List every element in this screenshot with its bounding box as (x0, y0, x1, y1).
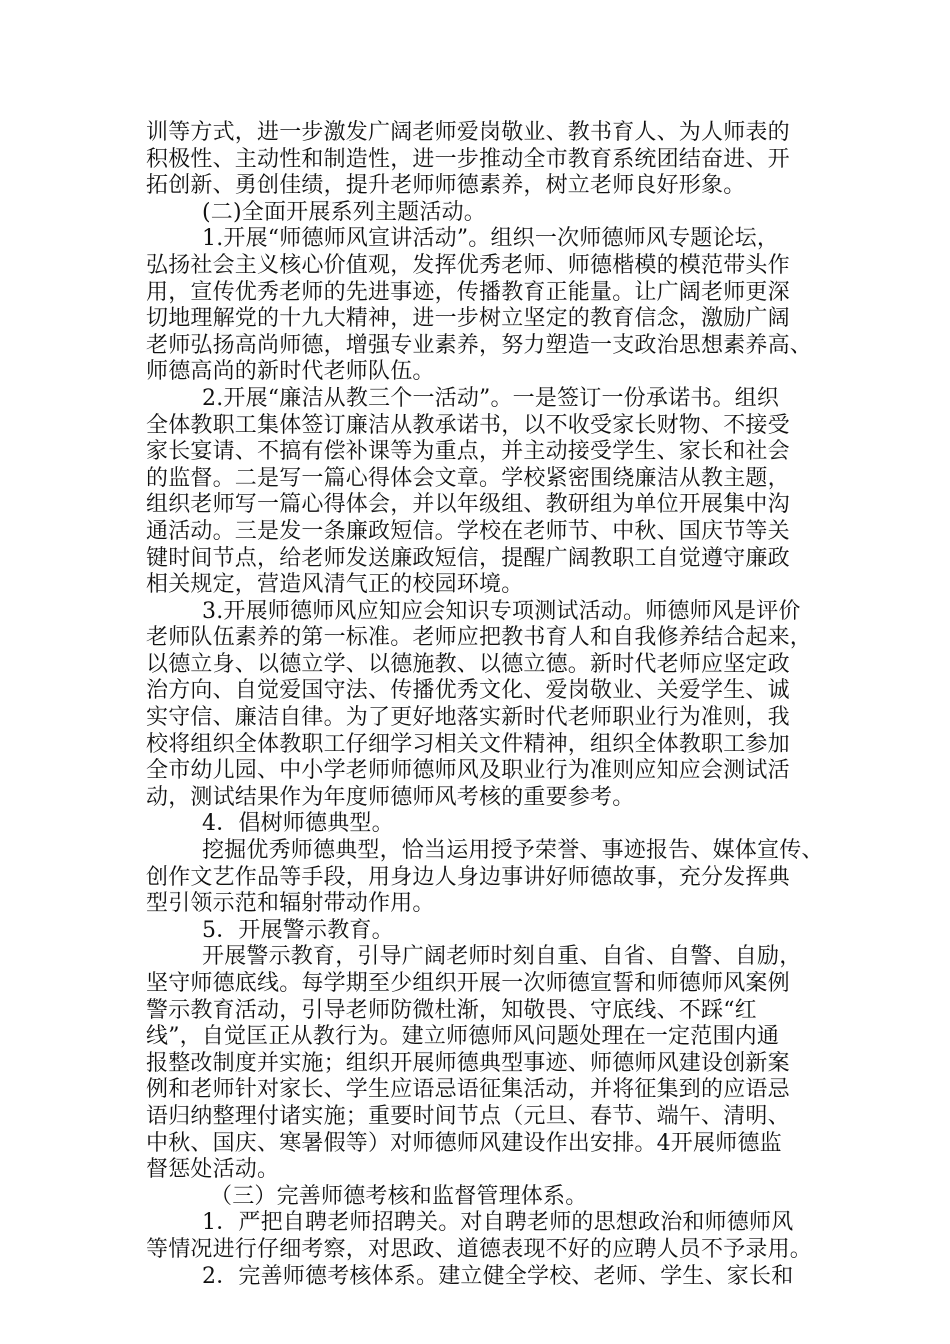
text-line: 弘扬社会主义核心价值观，发挥优秀老师、师德楷模的模范带头作 (146, 252, 790, 278)
text-line: 积极性、主动性和制造性，进一步推动全市教育系统团结奋进、开 (146, 146, 790, 172)
text-line: 家长宴请、不搞有偿补课等为重点，并主动接受学生、家长和社会 (146, 439, 790, 465)
text-line: 的监督。二是写一篇心得体会文章。学校紧密围绕廉洁从教主题， (146, 465, 790, 491)
text-line: 线”，自觉匡正从教行为。建立师德师风问题处理在一定范围内通 (146, 1024, 780, 1050)
text-line: 用，宣传优秀老师的先进事迹，传播教育正能量。让广阔老师更深 (146, 279, 790, 305)
text-line: 校将组织全体教职工仔细学习相关文件精神，组织全体教职工参加 (146, 731, 790, 757)
text-line: 通活动。三是发一条廉政短信。学校在老师节、中秋、国庆节等关 (146, 518, 790, 544)
paragraph-first-line: 1.开展“师德师风宣讲活动”。组织一次师德师风专题论坛， (202, 226, 780, 252)
section-heading: 5．开展警示教育。 (202, 917, 394, 943)
paragraph-first-line: 1．严把自聘老师招聘关。对自聘老师的思想政治和师德师风 (202, 1210, 794, 1236)
text-line: 老师弘扬高尚师德，增强专业素养，努力塑造一支政治思想素养高、 (146, 332, 813, 358)
text-line: 实守信、廉洁自律。为了更好地落实新时代老师职业行为准则，我 (146, 705, 790, 731)
text-line: 报整改制度并实施；组织开展师德典型事迹、师德师风建设创新案 (146, 1050, 790, 1076)
text-line: 相关规定，营造风清气正的校园环境。 (146, 572, 524, 598)
text-line: 动，测试结果作为年度师德师风考核的重要参考。 (146, 784, 635, 810)
text-line: 组织老师写一篇心得体会，并以年级组、教研组为单位开展集中沟 (146, 492, 790, 518)
text-line: 全市幼儿园、中小学老师师德师风及职业行为准则应知应会测试活 (146, 758, 790, 784)
text-line: 训等方式，进一步激发广阔老师爱岗敬业、教书育人、为人师表的 (146, 120, 790, 145)
paragraph-first-line: 开展警示教育，引导广阔老师时刻自重、自省、自警、自励， (202, 944, 802, 970)
text-line: 老师队伍素养的第一标准。老师应把教书育人和自我修养结合起来， (146, 625, 813, 651)
text-line: 等情况进行仔细考察，对思政、道德表现不好的应聘人员不予录用。 (146, 1236, 813, 1262)
paragraph-first-line: 3.开展师德师风应知应会知识专项测试活动。师德师风是评价 (202, 598, 801, 624)
text-line: 坚守师德底线。每学期至少组织开展一次师德宣誓和师德师风案例 (146, 971, 790, 996)
text-line: 师德高尚的新时代老师队伍。 (146, 359, 435, 385)
text-line: 创作文艺作品等手段，用身边人身边事讲好师德故事，充分发挥典 (146, 864, 790, 890)
section-heading: 4．倡树师德典型。 (202, 811, 394, 837)
section-heading: (二)全面开展系列主题活动。 (202, 199, 486, 225)
paragraph-first-line: 挖掘优秀师德典型，恰当运用授予荣誉、事迹报告、媒体宣传、 (202, 838, 824, 864)
paragraph-first-line: 2．完善师德考核体系。建立健全学校、老师、学生、家长和 (202, 1263, 794, 1289)
text-line: 拓创新、勇创佳绩，提升老师师德素养，树立老师良好形象。 (146, 173, 746, 199)
text-line: 以德立身、以德立学、以德施教、以德立德。新时代老师应坚定政 (146, 651, 790, 677)
body-text (146, 120, 824, 1290)
text-line: 中秋、国庆、寒暑假等）对师德师风建设作出安排。4开展师德监 (146, 1130, 782, 1156)
text-line: 全体教职工集体签订廉洁从教承诺书，以不收受家长财物、不接受 (146, 412, 790, 438)
text-line: 例和老师针对家长、学生应语忌语征集活动，并将征集到的应语忌 (146, 1077, 790, 1103)
text-line: 切地理解党的十九大精神，进一步树立坚定的教育信念，激励广阔 (146, 306, 790, 332)
text-line: 型引领示范和辐射带动作用。 (146, 891, 435, 917)
text-line: 警示教育活动，引导老师防微杜渐，知敬畏、守底线、不踩“红 (146, 997, 757, 1023)
paragraph-first-line: 2.开展“廉洁从教三个一活动”。一是签订一份承诺书。组织 (202, 385, 780, 411)
section-heading: （三）完善师德考核和监督管理体系。 (210, 1183, 588, 1209)
text-line: 督惩处活动。 (146, 1157, 280, 1183)
text-line: 语归纳整理付诸实施；重要时间节点（元旦、春节、端午、清明、 (146, 1103, 790, 1129)
text-line: 键时间节点，给老师发送廉政短信，提醒广阔教职工自觉遵守廉政 (146, 545, 790, 571)
text-line: 治方向、自觉爱国守法、传播优秀文化、爱岗敬业、关爱学生、诚 (146, 678, 790, 704)
